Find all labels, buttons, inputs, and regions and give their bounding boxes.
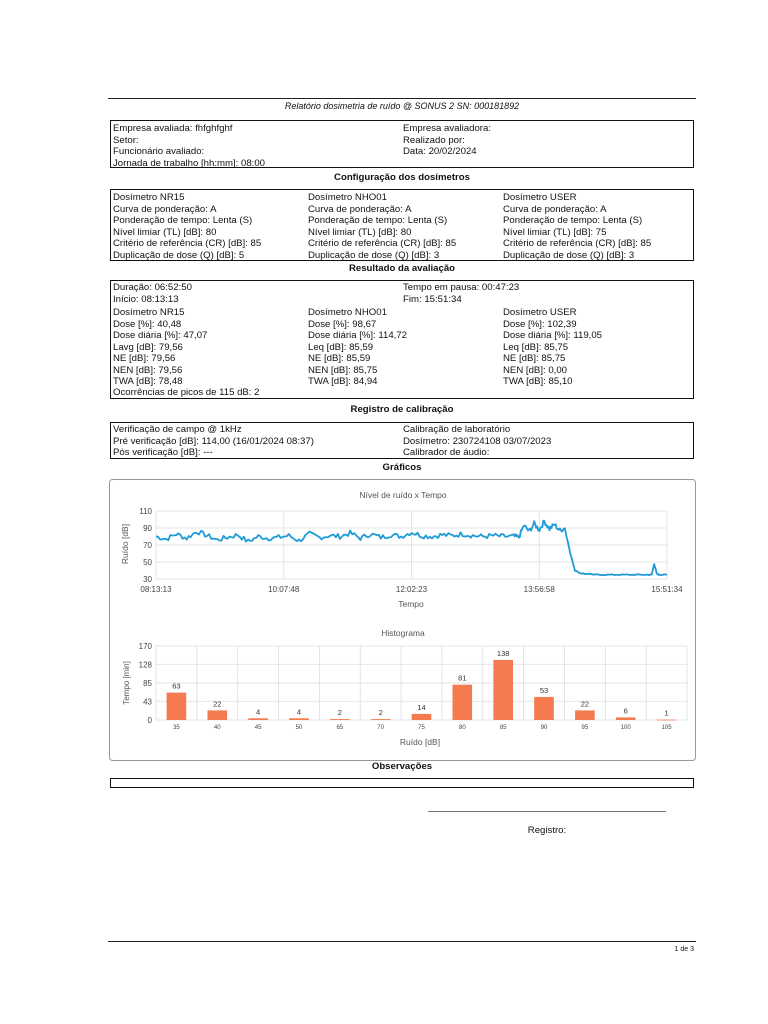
histogram-bar [167,693,187,720]
histogram-category-label: 75 [418,725,425,731]
page-number: 1 de 3 [674,946,694,953]
histogram-y-tick-label: 43 [143,697,152,707]
histogram-bar-value: 4 [296,707,302,717]
info-evaluator-company: Empresa avaliadora: [403,123,491,134]
config-nho01-name: Dosímetro NHO01 [308,192,387,203]
config-nr15-name: Dosímetro NR15 [113,192,185,203]
histogram-bar [289,718,309,720]
histogram-xlabel: Ruído [dB] [399,737,441,747]
histogram-bar [575,710,595,720]
result-start: Início: 08:13:13 [113,293,179,305]
info-box [110,120,694,168]
histogram-bar [412,714,432,720]
result-nho01-dose: Dose [%]: 98,67 [308,318,377,330]
observations-box [110,778,694,788]
config-user-name: Dosímetro USER [503,192,577,203]
histogram-bar-value: 53 [539,685,549,695]
histogram-bar-value: 63 [172,681,181,691]
result-nr15-nen: NEN [dB]: 79,56 [113,364,183,376]
info-workday: Jornada de trabalho [hh:mm]: 08:00 [113,157,265,169]
charts-title: Gráficos [382,462,422,473]
histogram-category-label: 90 [540,725,548,731]
config-user-curve: Curva de ponderação: A [503,203,607,215]
result-duration: Duração: 06:52:50 [113,282,192,293]
config-nho01-criterion: Critério de referência (CR) [dB]: 85 [308,238,457,249]
config-user-threshold: Nível limiar (TL) [dB]: 75 [503,226,607,238]
config-nho01-weighting: Ponderação de tempo: Lenta (S) [308,215,448,226]
calibration-box [110,422,694,459]
line-y-tick-label: 50 [143,558,152,567]
histogram-y-tick-label: 85 [143,679,152,688]
histogram-category-label: 70 [377,725,384,731]
result-user-leq: Leq [dB]: 85,75 [503,341,569,353]
line-y-tick-label: 30 [143,575,152,584]
result-nho01-daily-dose: Dose diária [%]: 114,72 [308,330,408,341]
line-x-tick-label: 10:07:48 [268,585,300,594]
bottom-rule [108,941,696,942]
config-user-weighting: Ponderação de tempo: Lenta (S) [503,215,643,226]
histogram-category-label: 35 [173,725,180,731]
histogram-bar [534,697,554,720]
calibration-lab: Calibração de laboratório [403,424,511,435]
result-nr15-name: Dosímetro NR15 [113,307,185,318]
calibration-pre-check: Pré verificação [dB]: 114,00 (16/01/2024 08:37) [113,435,314,447]
histogram-bar-value: 4 [256,707,261,717]
calibration-dosimeter: Dosímetro: 230724108 03/07/2023 [403,435,552,447]
result-nr15-twa: TWA [dB]: 78,48 [113,376,183,387]
config-box [110,189,694,261]
histogram-bar [330,719,350,720]
histogram-category-label: 40 [213,725,221,731]
line-y-tick-label: 110 [139,507,152,516]
signature-line [428,811,666,812]
result-user-twa: TWA [dB]: 85,10 [503,376,573,387]
result-user-ne: NE [dB]: 85,75 [503,353,566,364]
histogram-category-label: 80 [459,725,466,731]
result-pause: Tempo em pausa: 00:47:23 [403,282,520,293]
report-title: Relatório dosimetria de ruído @ SONUS 2 SN: 000181892 [284,101,520,111]
charts-panel [109,479,696,761]
result-user-nen: NEN [dB]: 0,00 [503,364,567,376]
histogram-y-tick-label: 128 [138,660,152,670]
result-nr15-ne: NE [dB]: 79,56 [113,353,176,364]
histogram-bar-value: 138 [496,648,510,658]
histogram-bar [371,719,391,720]
result-nr15-dose: Dose [%]: 40,48 [113,318,182,330]
histogram-bar [208,710,228,720]
signature-label: Registro: [527,825,567,836]
result-nr15-daily-dose: Dose diária [%]: 47,07 [113,330,208,341]
histogram-y-tick-label: 0 [147,716,152,725]
histogram-category-label: 85 [499,725,507,731]
config-nr15-exchange: Duplicação de dose (Q) [dB]: 5 [113,249,245,261]
line-x-tick-label: 15:51:34 [651,585,683,594]
line-y-tick-label: 70 [143,541,152,550]
histogram-bar-value: 22 [213,699,222,709]
line-x-tick-label: 13:56:58 [523,585,555,594]
line-chart-xlabel: Tempo [398,599,424,609]
histogram-bar [657,720,677,721]
calibration-title: Registro de calibração [350,404,454,415]
histogram-bar-value: 1 [664,708,669,718]
histogram-bar-value: 81 [458,673,467,683]
histogram-bar-value: 6 [623,706,628,716]
result-peaks: Ocorrências de picos de 115 dB: 2 [113,387,260,398]
calibration-audio: Calibrador de áudio: [403,447,490,458]
config-nho01-threshold: Nível limiar (TL) [dB]: 80 [308,226,412,238]
info-employee: Funcionário avaliado: [113,146,205,157]
result-user-name: Dosímetro USER [503,307,577,318]
histogram-category-label: 45 [254,725,262,731]
config-nho01-curve: Curva de ponderação: A [308,203,412,215]
histogram-bar [616,717,636,720]
info-company: Empresa avaliada: fhfghfghf [113,123,233,134]
histogram-bar-value: 22 [580,699,590,709]
histogram-bar [453,685,473,720]
result-title: Resultado da avaliação [348,263,456,274]
histogram-ylabel: Tempo [min] [122,661,131,705]
config-nr15-weighting: Ponderação de tempo: Lenta (S) [113,215,253,226]
info-sector: Setor: [113,134,139,146]
histogram-bar [248,718,268,720]
info-date: Data: 20/02/2024 [403,146,477,157]
calibration-field-check: Verificação de campo @ 1kHz [113,424,242,435]
histogram-y-tick-label: 170 [138,642,152,651]
result-nho01-nen: NEN [dB]: 85,75 [308,364,378,376]
observations-title: Observações [371,761,433,772]
result-nho01-leq: Leq [dB]: 85,59 [308,341,374,353]
line-chart-ylabel: Ruído [dB] [120,523,130,565]
line-y-tick-label: 90 [143,524,152,533]
calibration-post-check: Pós verificação [dB]: --- [113,447,213,458]
config-user-exchange: Duplicação de dose (Q) [dB]: 3 [503,249,635,261]
result-box [110,280,694,399]
result-nr15-lavg: Lavg [dB]: 79,56 [113,341,183,353]
config-nr15-threshold: Nível limiar (TL) [dB]: 80 [113,226,217,238]
histogram-bar-value: 14 [417,702,426,712]
histogram-title: Histograma [381,628,425,638]
histogram-category-label: 100 [620,725,631,731]
config-nr15-curve: Curva de ponderação: A [113,203,217,215]
result-end: Fim: 15:51:34 [403,293,462,305]
config-title: Configuração dos dosímetros [334,172,470,183]
result-nho01-ne: NE [dB]: 85,59 [308,353,371,364]
top-rule [108,98,696,99]
result-user-dose: Dose [%]: 102,39 [503,318,577,330]
histogram-bar-value: 2 [337,708,342,718]
info-performed-by: Realizado por: [403,134,465,146]
result-nho01-name: Dosímetro NHO01 [308,307,387,318]
histogram-category-label: 50 [295,725,303,731]
config-user-criterion: Critério de referência (CR) [dB]: 85 [503,238,652,249]
line-x-tick-label: 12:02:23 [395,585,428,594]
result-nho01-twa: TWA [dB]: 84,94 [308,376,378,387]
config-nr15-criterion: Critério de referência (CR) [dB]: 85 [113,238,262,249]
histogram-category-label: 95 [581,725,589,731]
result-user-daily-dose: Dose diária [%]: 119,05 [503,330,603,341]
line-x-tick-label: 08:13:13 [140,585,172,594]
histogram-category-label: 105 [661,725,672,731]
histogram-bar-value: 2 [378,708,383,718]
config-nho01-exchange: Duplicação de dose (Q) [dB]: 3 [308,249,440,261]
histogram-category-label: 65 [336,725,344,731]
line-chart-title: Nível de ruído x Tempo [359,490,447,500]
histogram-bar [493,660,513,720]
